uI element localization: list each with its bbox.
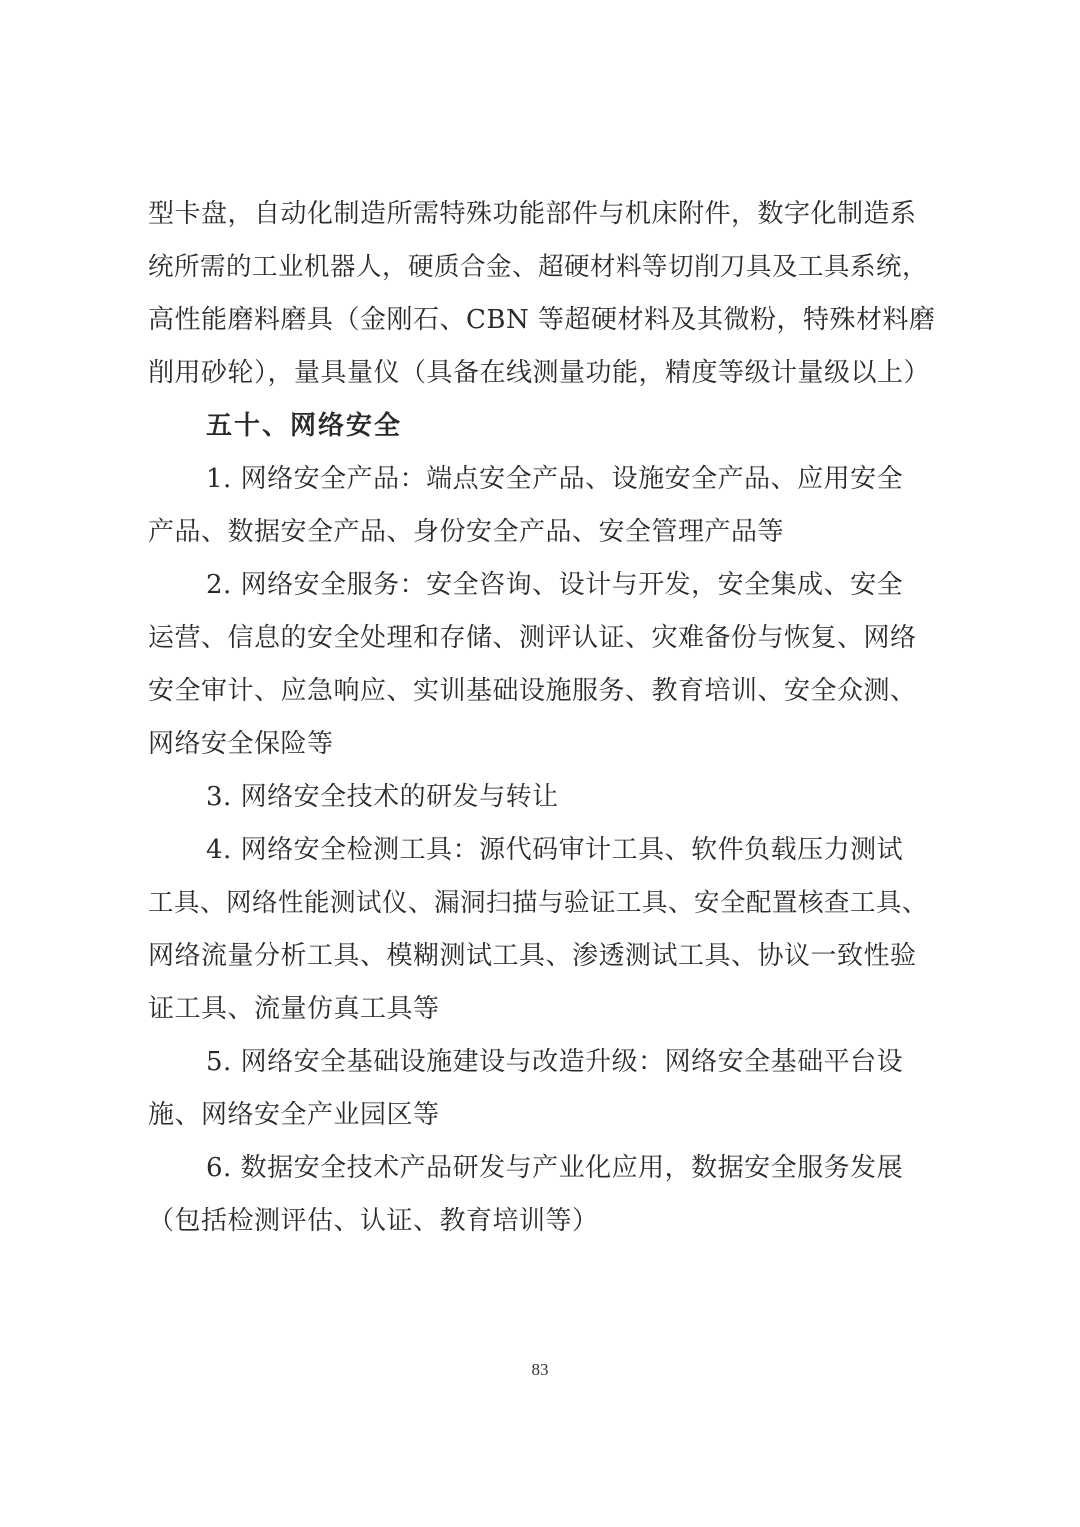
list-item-line: （包括检测评估、认证、教育培训等） <box>148 1206 599 1236</box>
section-heading: 五十、网络安全 <box>206 411 403 441</box>
list-item-4 <box>148 824 938 1036</box>
page-number: 83 <box>531 1360 549 1379</box>
document-body <box>148 188 938 1248</box>
list-item-2 <box>148 559 938 771</box>
list-item-line: 1. 网络安全产品：端点安全产品、设施安全产品、应用安全 <box>206 464 904 494</box>
list-item-6 <box>148 1142 938 1248</box>
body-line-2: 统所需的工业机器人，硬质合金、超硬材料等切削刀具及工具系统， <box>148 252 929 282</box>
list-item-line: 安全审计、应急响应、实训基础设施服务、教育培训、安全众测、 <box>148 676 917 706</box>
body-line-4: 削用砂轮），量具量仪（具备在线测量功能，精度等级计量级以上） <box>148 358 931 388</box>
list-item-line: 4. 网络安全检测工具：源代码审计工具、软件负载压力测试 <box>206 835 904 865</box>
list-item-line: 网络安全保险等 <box>148 729 334 759</box>
list-item-line: 施、网络安全产业园区等 <box>148 1100 440 1130</box>
list-item-line: 工具、网络性能测试仪、漏洞扫描与验证工具、安全配置核查工具、 <box>148 888 929 918</box>
list-item-line: 3. 网络安全技术的研发与转让 <box>206 782 559 812</box>
list-item-3 <box>148 771 938 824</box>
list-item-line: 2. 网络安全服务：安全咨询、设计与开发，安全集成、安全 <box>206 570 904 600</box>
body-line-1: 型卡盘，自动化制造所需特殊功能部件与机床附件，数字化制造系 <box>148 199 917 229</box>
list-item-line: 产品、数据安全产品、身份安全产品、安全管理产品等 <box>148 517 785 547</box>
list-item-line: 5. 网络安全基础设施建设与改造升级：网络安全基础平台设 <box>206 1047 904 1077</box>
list-item-line: 运营、信息的安全处理和存储、测评认证、灾难备份与恢复、网络 <box>148 623 917 653</box>
list-item-5 <box>148 1036 938 1142</box>
list-item-line: 网络流量分析工具、模糊测试工具、渗透测试工具、协议一致性验 <box>148 941 917 971</box>
list-item-line: 证工具、流量仿真工具等 <box>148 994 440 1024</box>
body-line-3: 高性能磨料磨具（金刚石、CBN 等超硬材料及其微粉，特殊材料磨 <box>148 305 936 335</box>
list-item-line: 6. 数据安全技术产品研发与产业化应用，数据安全服务发展 <box>206 1153 904 1183</box>
list-item-1 <box>148 453 938 559</box>
